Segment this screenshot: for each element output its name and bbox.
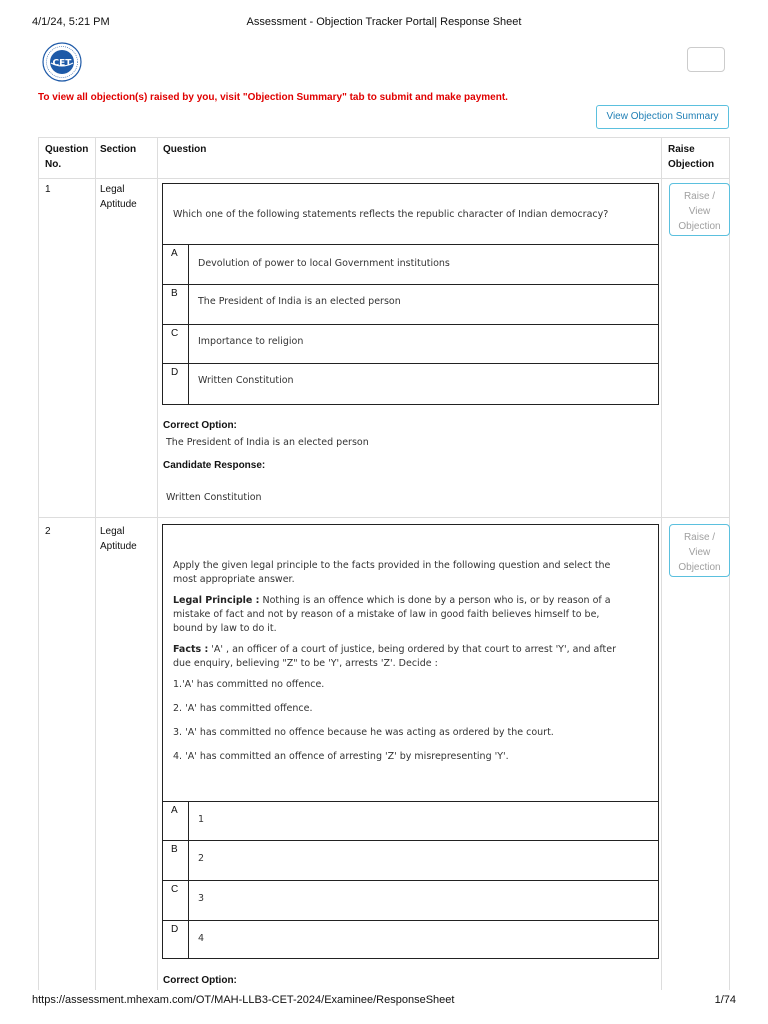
option-divider xyxy=(188,881,189,920)
option-row xyxy=(163,244,658,284)
header-divider xyxy=(38,178,730,179)
header-qno-line2: No. xyxy=(45,159,62,170)
print-datetime: 4/1/24, 5:21 PM xyxy=(32,16,110,28)
option-row xyxy=(163,284,658,324)
option-divider xyxy=(188,921,189,959)
header-question-no xyxy=(45,142,88,172)
option-letter: A xyxy=(171,805,178,816)
option-letter: B xyxy=(171,288,178,299)
print-title: Assessment - Objection Tracker Portal| Response Sheet xyxy=(246,16,522,28)
page-url: https://assessment.mhexam.com/OT/MAH-LLB3-CET-2024/Examinee/ResponseSheet xyxy=(32,994,455,1006)
section-name xyxy=(100,182,137,212)
question-number: 2 xyxy=(45,526,51,537)
statement: 2. 'A' has committed offence. xyxy=(173,703,313,714)
col-border xyxy=(157,137,158,990)
option-letter: D xyxy=(171,367,179,378)
principle-line: bound by law to do it. xyxy=(173,623,277,634)
legal-principle-label: Legal Principle : xyxy=(173,595,260,606)
option-text: 4 xyxy=(198,933,205,944)
facts-label: Facts : xyxy=(173,644,209,655)
question-text: Which one of the following statements reflects the republic character of Indian democracy? xyxy=(173,209,609,220)
option-divider xyxy=(188,325,189,363)
print-footer xyxy=(32,994,736,1008)
principle-line: mistake of fact and not by reason of a mistake of law in good faith believes himself to be, xyxy=(173,609,600,620)
option-letter: D xyxy=(171,924,179,935)
section-line2: Aptitude xyxy=(100,199,137,210)
header-raise-line2: Objection xyxy=(668,159,715,170)
option-letter: A xyxy=(171,248,178,259)
facts-line: 'A' , an officer of a court of justice, being ordered by that court to arrest 'Y', and after xyxy=(208,644,616,655)
view-objection-summary-button[interactable]: View Objection Summary xyxy=(596,105,729,129)
section-line1: Legal xyxy=(100,184,125,195)
header-raise-objection xyxy=(668,142,714,172)
option-row xyxy=(163,324,658,363)
question-box xyxy=(162,524,659,959)
raise-objection-button[interactable] xyxy=(669,183,730,236)
option-text: 1 xyxy=(198,814,205,825)
principle-line: Nothing is an offence which is done by a person who is, or by reason of a xyxy=(259,595,611,606)
question-text xyxy=(173,559,653,764)
option-divider xyxy=(188,364,189,405)
statement: 4. 'A' has committed an offence of arresting 'Z' by misrepresenting 'Y'. xyxy=(173,751,509,762)
option-divider xyxy=(188,245,189,284)
option-row xyxy=(163,880,658,920)
col-border xyxy=(95,137,96,990)
option-text: Devolution of power to local Government institutions xyxy=(198,258,450,269)
question-box xyxy=(162,183,659,405)
raise-objection-button[interactable] xyxy=(669,524,730,577)
section-line2: Aptitude xyxy=(100,541,137,552)
option-letter: B xyxy=(171,844,178,855)
col-border xyxy=(661,137,662,990)
statement: 3. 'A' has committed no offence because he was acting as ordered by the court. xyxy=(173,727,554,738)
raise-label-line3: Objection xyxy=(678,561,721,573)
raise-label-line3: Objection xyxy=(678,220,721,232)
response-table xyxy=(38,137,730,990)
option-divider xyxy=(188,802,189,840)
option-row xyxy=(163,920,658,959)
objection-notice: To view all objection(s) raised by you, visit "Objection Summary" tab to submit and make payment. xyxy=(38,92,508,103)
header-question: Question xyxy=(163,144,207,155)
intro-line: most appropriate answer. xyxy=(173,574,295,585)
raise-label-line2: View xyxy=(688,205,711,217)
option-letter: C xyxy=(171,328,179,339)
legal-principle-paragraph xyxy=(173,594,653,608)
facts-line: due enquiry, believing "Z" to be 'Y', arrests 'Z'. Decide : xyxy=(173,658,438,669)
row-divider xyxy=(38,517,730,518)
page-number: 1/74 xyxy=(714,994,736,1006)
correct-option-value: The President of India is an elected person xyxy=(166,437,369,448)
facts-paragraph xyxy=(173,643,653,657)
raise-label-line1: Raise / xyxy=(683,531,716,543)
option-letter: C xyxy=(171,884,179,895)
header-raise-line1: Raise xyxy=(668,144,695,155)
option-text: Written Constitution xyxy=(198,375,294,386)
option-text: 2 xyxy=(198,853,205,864)
menu-button[interactable] xyxy=(687,47,725,72)
option-row xyxy=(163,801,658,840)
section-name xyxy=(100,524,137,554)
section-line1: Legal xyxy=(100,526,125,537)
correct-option-label: Correct Option: xyxy=(163,420,237,431)
question-number: 1 xyxy=(45,184,51,195)
option-text: 3 xyxy=(198,893,205,904)
print-header xyxy=(32,16,736,30)
candidate-response-value: Written Constitution xyxy=(166,492,262,503)
option-divider xyxy=(188,285,189,324)
option-divider xyxy=(188,841,189,880)
raise-label-line2: View xyxy=(688,546,711,558)
option-row xyxy=(163,840,658,880)
option-text: The President of India is an elected person xyxy=(198,296,401,307)
intro-line: Apply the given legal principle to the facts provided in the following question and select the xyxy=(173,560,611,571)
header-qno-line1: Question xyxy=(45,144,89,155)
option-row xyxy=(163,363,658,405)
statement: 1.'A' has committed no offence. xyxy=(173,679,325,690)
col-border xyxy=(38,137,39,990)
table-border-top xyxy=(38,137,730,138)
candidate-response-label: Candidate Response: xyxy=(163,460,266,471)
raise-label-line1: Raise / xyxy=(683,190,716,202)
header-section: Section xyxy=(100,144,137,155)
cet-logo xyxy=(42,42,82,82)
option-text: Importance to religion xyxy=(198,336,304,347)
correct-option-label: Correct Option: xyxy=(163,975,237,986)
logo-text: CET xyxy=(52,58,72,69)
